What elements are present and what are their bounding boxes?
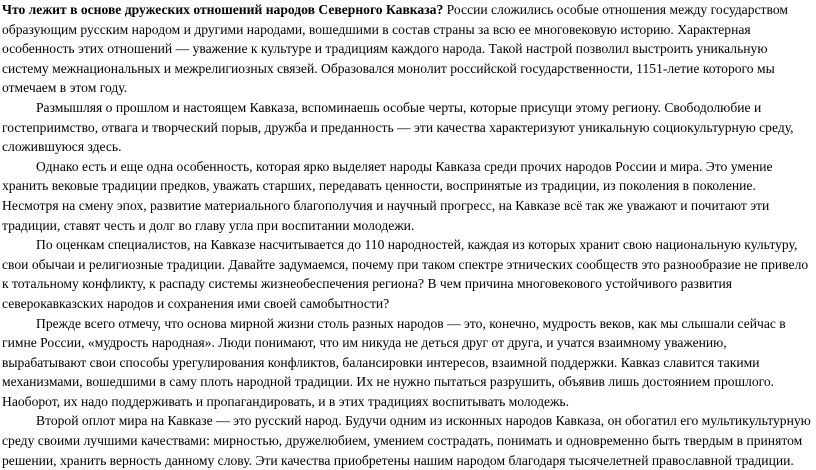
paragraph: По оценкам специалистов, на Кавказе насчитывается до 110 народностей, каждая из которых хранит свою национальную культуру, свои обычаи и религиозные традиции. Давайте задумаемся, почему при таком спектре этнических сообществ это разнообразие не привело к тотальному конфликту, к распаду системы жизнеобеспечения региона? В чем причина многовекового устойчивого развития северокавказских народов и сохранения ими своей самобытности? bbox=[2, 237, 809, 311]
paragraph-intro bbox=[2, 0, 814, 98]
paragraph: Второй оплот мира на Кавказе — это русский народ. Будучи одним из исконных народов Кавказа, он обогатил его мультикультурную среду своими лучшими качествами: мирностью, дружелюбием, умением сострадать, понимать и одновременно быть твердым в принятом решении, хранить верность данному слову. Эти качества приобретены нашим народом благодаря тысячелетней православной традиции. bbox=[2, 413, 811, 468]
paragraph: Размышляя о прошлом и настоящем Кавказа, вспоминаешь особые черты, которые присущи этому региону. Свободолюбие и гостеприимство, отвага и творческий порыв, дружба и преданность — эти качества характеризуют уникальную социокультурную среду, сложившуюся здесь. bbox=[2, 99, 794, 155]
paragraph: Однако есть и еще одна особенность, которая ярко выделяет народы Кавказа среди прочих народов России и мира. Это умение хранить вековые традиции предков, уважать старших, передавать ценности, воспринятые из традиции, из поколения в поколение. Несмотря на смену эпох, развитие материального благополучия и научный прогресс, на Кавказе всё так же уважают и почитают эти традиции, ставят честь и долг во главу угла при воспитании молодежи. bbox=[2, 158, 773, 233]
lead-question: Что лежит в основе дружеских отношений народов Северного Кавказа? bbox=[2, 2, 444, 17]
intro-text: России сложились особые отношения между государством образующим русским народом и другими народами, вошедшими в состав страны за всю ее многовековую историю. Характерная особенность этих отношений — уважение к культуре и традициям каждого народа. Такой настрой позволил выстроить уникальную систему межнациональных и межрелигиозных связей. Образовался монолит российской государственности, 1151-летие которого мы отмечаем в этом году. bbox=[2, 2, 788, 96]
paragraph: Прежде всего отмечу, что основа мирной жизни столь разных народов — это, конечно, мудрость веков, как мы слышали сейчас в гимне России, «мудрость народная». Люди понимают, что им никуда не деться друг от друга, и учатся взаимному уважению, вырабатывают свои способы урегулирования конфликтов, балансировки интересов, взаимной поддержки. Кавказ славится такими механизмами, вошедшими в саму плоть народной традиции. Их не нужно пытаться разрушить, объявив лишь достоянием прошлого. Наоборот, их надо поддерживать и пропагандировать, и в этих традициях воспитывать молодежь. bbox=[2, 315, 786, 409]
